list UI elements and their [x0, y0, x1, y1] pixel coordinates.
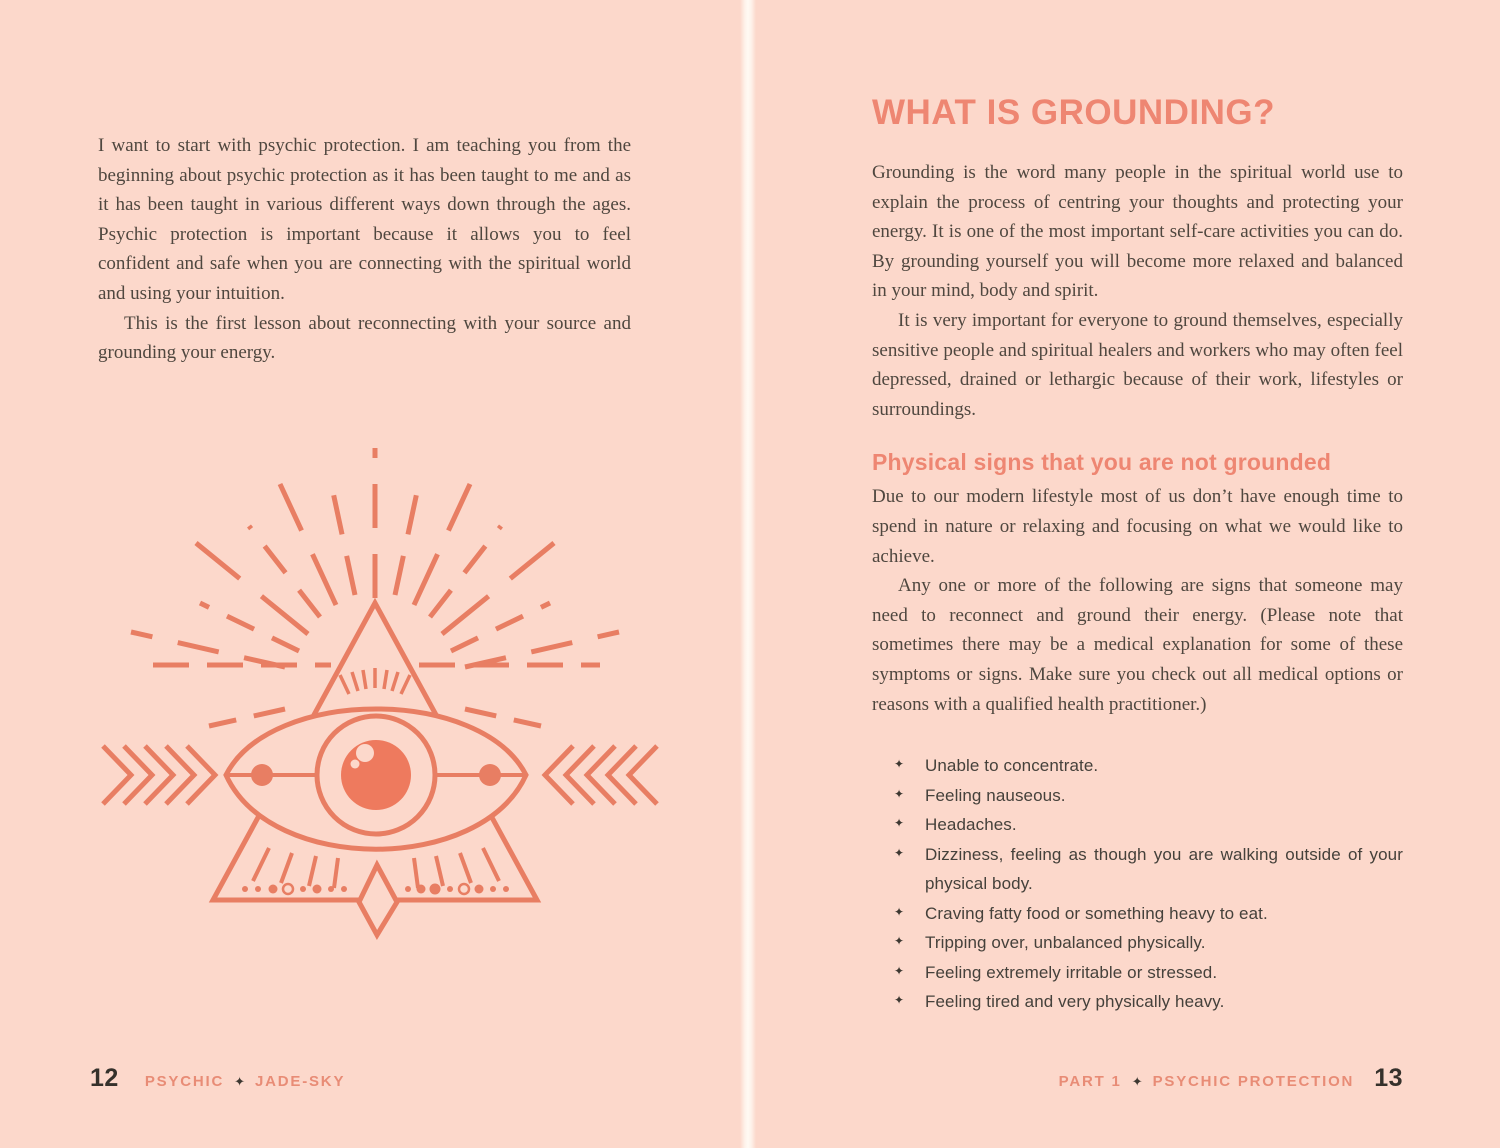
list-item: ✦ Dizziness, feeling as though you are walking outside of your physical body. — [894, 844, 1403, 894]
star-bullet-icon: ✦ — [894, 934, 905, 949]
left-text-block — [98, 131, 631, 368]
star-bullet-icon: ✦ — [894, 786, 905, 801]
footer-part-label: PART 1 — [1058, 1073, 1122, 1090]
axis-dot-left — [251, 764, 273, 786]
star-bullet-icon: ✦ — [894, 845, 905, 860]
list-item: ✦ Feeling nauseous. — [894, 785, 1066, 805]
left-footer — [90, 1064, 345, 1093]
star-bullet-icon: ✦ — [894, 816, 905, 831]
symptoms-list — [872, 751, 1403, 1017]
pupil-highlight-large — [356, 744, 374, 762]
triangle-fan-ticks — [340, 668, 410, 694]
eye — [226, 709, 526, 849]
pupil — [341, 740, 411, 810]
star-bullet-icon: ✦ — [894, 904, 905, 919]
page-number: 13 — [1374, 1064, 1403, 1092]
paragraph: This is the first lesson about reconnecting with your source and grounding your energy. — [98, 312, 631, 364]
star-bullet-icon: ✦ — [894, 963, 905, 978]
star-bullet-icon: ✦ — [894, 993, 905, 1008]
right-text-block — [872, 0, 1403, 1017]
list-item: ✦ Feeling tired and very physically heavy. — [894, 992, 1225, 1012]
list-item: ✦ Unable to concentrate. — [894, 756, 1099, 776]
paragraph: Due to our modern lifestyle most of us don’t have enough time to spend in nature or relaxing and focusing on what we would like to achieve. — [872, 486, 1403, 567]
list-item: ✦ Headaches. — [894, 815, 1017, 835]
chevrons-right — [545, 746, 657, 804]
page-right — [750, 0, 1500, 1148]
right-footer — [1059, 1064, 1403, 1093]
list-item: ✦ Tripping over, unbalanced physically. — [894, 933, 1206, 953]
list-item: ✦ Craving fatty food or something heavy to eat. — [894, 903, 1268, 923]
footer-section-label: PSYCHIC PROTECTION — [1152, 1073, 1355, 1090]
chapter-heading: WHAT IS GROUNDING? — [872, 93, 1276, 132]
paragraph: Grounding is the word many people in the spiritual world use to explain the process of centring your thoughts and protecting your energy. It is one of the most important self-care activities you can do. By grounding yourself you will become more relaxed and balanced in your mind, body and spirit. — [872, 162, 1403, 302]
pupil-highlight-small — [351, 760, 360, 769]
paragraph: It is very important for everyone to ground themselves, especially sensitive people and spiritual healers and workers who may often feel depressed, drained or lethargic because of their work, lifestyles or surroundings. — [872, 309, 1403, 420]
diamond — [359, 865, 397, 935]
star-separator-icon: ✦ — [234, 1075, 245, 1090]
axis-dot-right — [479, 764, 501, 786]
paragraph: Any one or more of the following are signs that someone may need to reconnect and ground their energy. (Please note that sometimes there may be a medical explanation for some of these symptoms or signs. Make sure you check out all medical options or reasons with a qualified health practitioner.) — [872, 575, 1403, 715]
page-number: 12 — [90, 1064, 119, 1092]
star-separator-icon: ✦ — [1131, 1075, 1143, 1090]
star-bullet-icon: ✦ — [894, 757, 905, 772]
paragraph: I want to start with psychic protection. I am teaching you from the beginning about psychic protection as it has been taught to me and as it has been taught in various different ways down through the ages. Psychic protection is important because it allows you to feel confident and safe when you are connecting with the spiritual world and using your intuition. — [98, 135, 631, 304]
footer-book-title: PSYCHIC — [144, 1073, 225, 1090]
footer-author: JADE-SKY — [255, 1073, 346, 1090]
list-item: ✦ Feeling extremely irritable or stressed. — [894, 962, 1218, 982]
section-subheading: Physical signs that you are not grounded — [872, 449, 1332, 476]
all-seeing-eye-illustration — [95, 443, 665, 973]
chevrons-left — [103, 746, 215, 804]
